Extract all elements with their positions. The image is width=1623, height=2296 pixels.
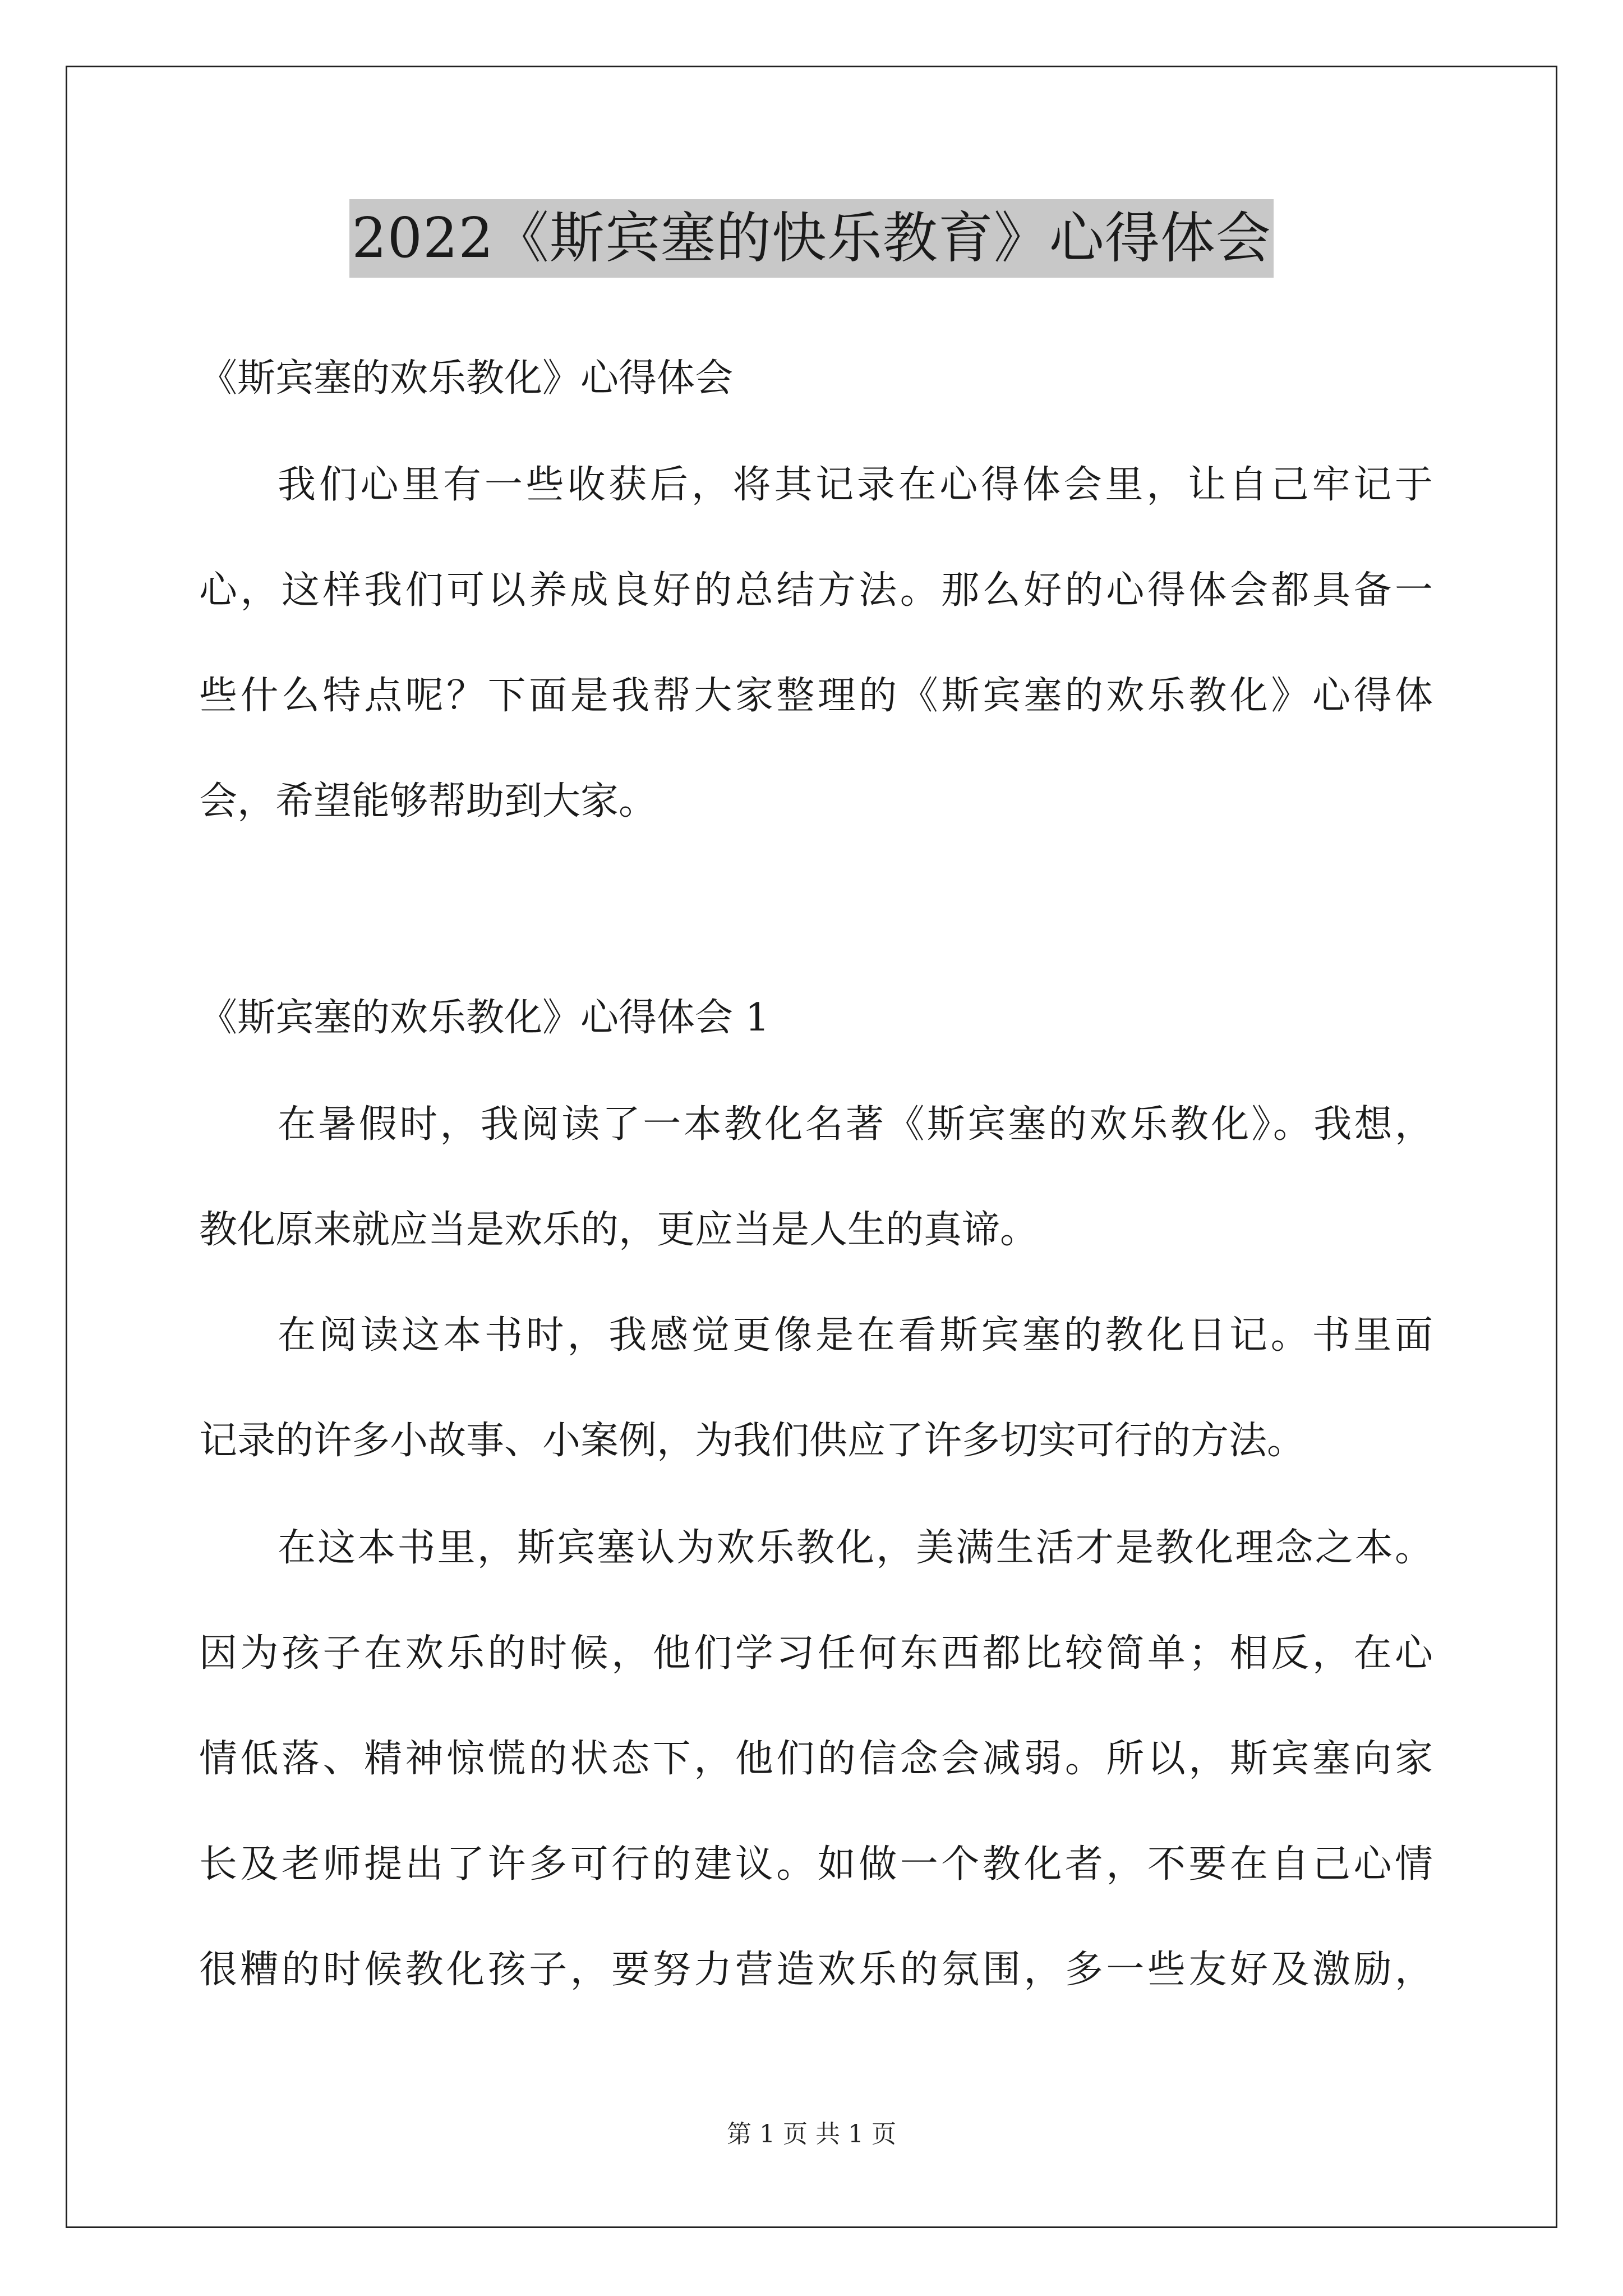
para1-line-2: 教化原来就应当是欢乐的，更应当是人生的真谛。: [199, 1208, 1039, 1252]
intro-line-1: 我们心里有一些收获后，将其记录在心得体会里，让自己牢记于: [278, 463, 1433, 507]
document-title: 2022《斯宾塞的快乐教育》心得体会: [349, 199, 1273, 278]
title-wrap: [0, 199, 1623, 278]
para3-line-5: 很糟的时候教化孩子，要努力营造欢乐的氛围，多一些友好及激励，: [199, 1948, 1433, 1992]
para2-line-1: 在阅读这本书时，我感觉更像是在看斯宾塞的教化日记。书里面: [278, 1313, 1433, 1358]
para3-line-4: 长及老师提出了许多可行的建议。如做一个教化者，不要在自己心情: [199, 1842, 1433, 1887]
page-footer: 第 1 页 共 1 页: [727, 2120, 896, 2148]
intro-line-3: 些什么特点呢？下面是我帮大家整理的《斯宾塞的欢乐教化》心得体: [199, 674, 1433, 718]
para2-line-2: 记录的许多小故事、小案例，为我们供应了许多切实可行的方法。: [199, 1419, 1306, 1463]
intro-line-4: 会，希望能够帮助到大家。: [199, 779, 657, 823]
section-heading: 《斯宾塞的欢乐教化》心得体会 1: [199, 996, 769, 1040]
intro-line-2: 心，这样我们可以养成良好的总结方法。那么好的心得体会都具备一: [199, 568, 1433, 613]
para1-line-1: 在暑假时，我阅读了一本教化名著《斯宾塞的欢乐教化》。我想，: [278, 1102, 1433, 1147]
subtitle: 《斯宾塞的欢乐教化》心得体会: [199, 356, 734, 401]
para3-line-3: 情低落、精神惊慌的状态下，他们的信念会减弱。所以，斯宾塞向家: [199, 1737, 1433, 1781]
para3-line-1: 在这本书里，斯宾塞认为欢乐教化，美满生活才是教化理念之本。: [278, 1526, 1433, 1570]
para3-line-2: 因为孩子在欢乐的时候，他们学习任何东西都比较简单；相反，在心: [199, 1631, 1433, 1676]
